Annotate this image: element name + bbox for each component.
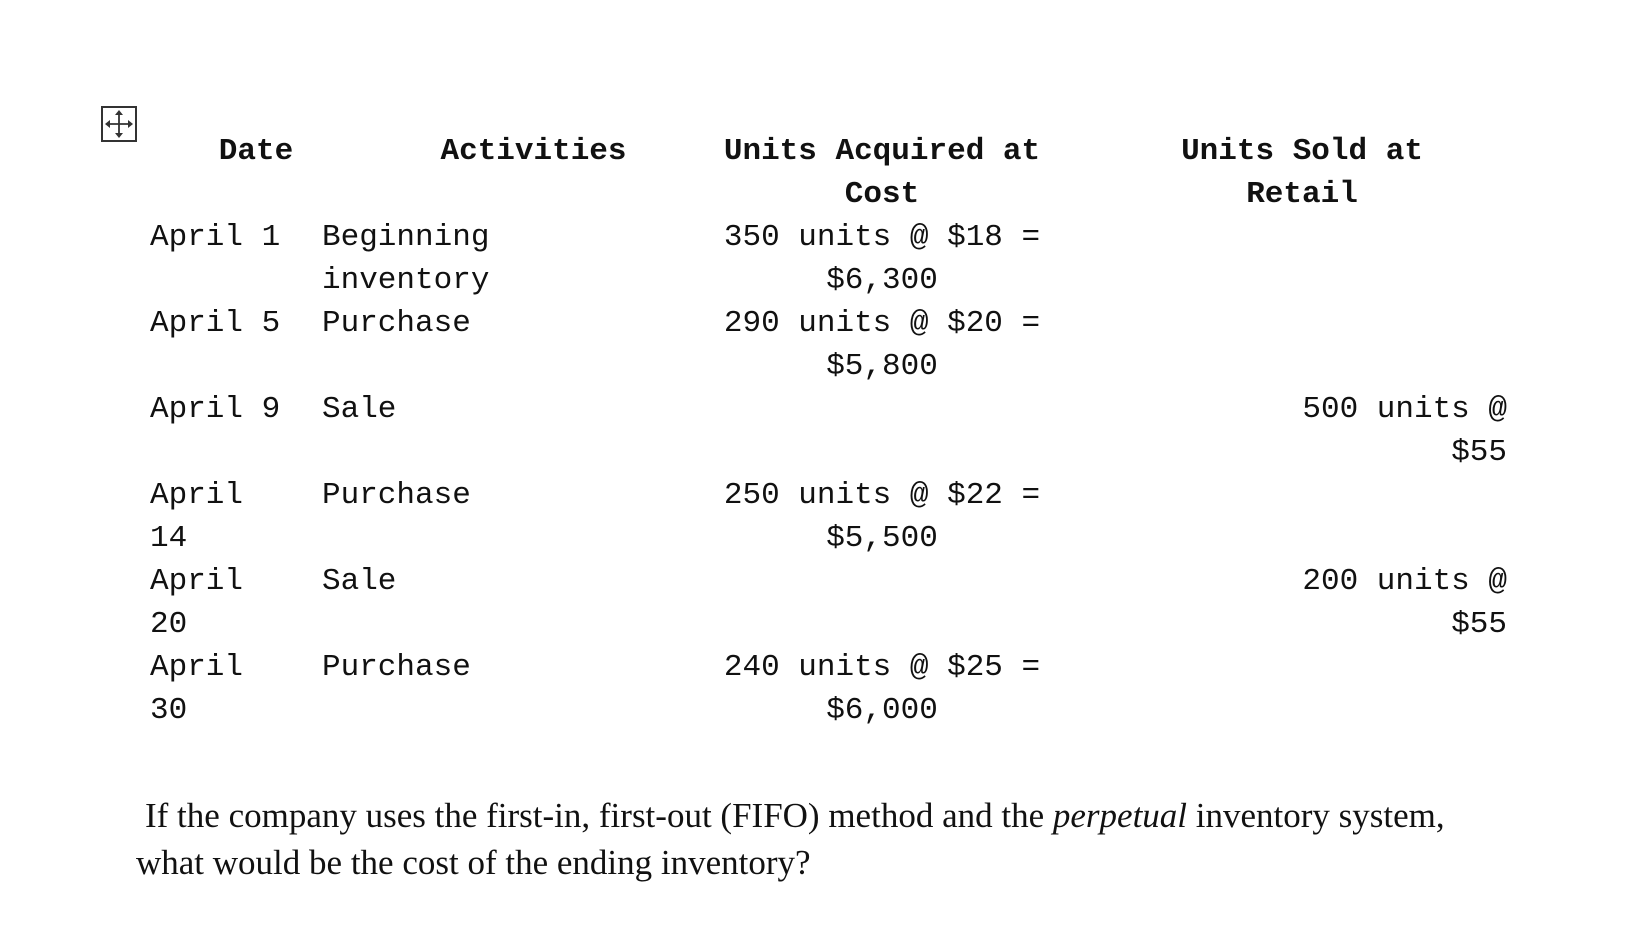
row-date-text: April 14 (150, 478, 244, 556)
question-part2: inventory system, (1187, 796, 1445, 835)
row-units-sold-text: 500 units @ $55 (1302, 392, 1507, 470)
row-date: April 9 (150, 392, 281, 427)
header-date: Date (218, 134, 294, 169)
row-date-text: April 20 (150, 564, 244, 642)
row-date-text: April 30 (150, 650, 244, 728)
inventory-table-container (150, 130, 1507, 732)
row-units-acquired (667, 646, 1097, 732)
table-row (150, 302, 1507, 388)
row-units-sold (1097, 302, 1507, 388)
row-activity: Purchase (322, 306, 471, 341)
row-date: April 1 (150, 220, 281, 255)
row-activity-text: Beginning inventory (322, 220, 490, 298)
row-units-acquired-text: 350 units @ $18 = $6,300 (723, 220, 1041, 298)
row-units-acquired-text: 250 units @ $22 = $5,500 (723, 478, 1041, 556)
question-emphasis: perpetual (1052, 796, 1188, 835)
row-units-sold (1097, 560, 1507, 646)
row-units-sold (1097, 216, 1507, 302)
row-date: April 5 (150, 306, 281, 341)
row-date (150, 474, 322, 560)
table-row (150, 216, 1507, 302)
header-units-sold-label: Units Sold at Retail (1181, 134, 1423, 212)
row-units-sold (1097, 646, 1507, 732)
row-units-sold (1097, 474, 1507, 560)
row-units-sold-text: 200 units @ $55 (1302, 564, 1507, 642)
move-arrows-icon (103, 108, 135, 140)
row-date (150, 646, 322, 732)
row-units-acquired (667, 216, 1097, 302)
row-units-acquired-text: 290 units @ $20 = $5,800 (723, 306, 1041, 384)
question-line2: what would be the cost of the ending inventory? (136, 843, 811, 882)
row-activity: Sale (322, 392, 397, 427)
table-row (150, 474, 1507, 560)
question-text (136, 792, 1545, 886)
table-row (150, 388, 1507, 474)
table-header-row (150, 130, 1507, 216)
header-units-acquired-label: Units Acquired at Cost (723, 134, 1041, 212)
row-date (150, 560, 322, 646)
header-units-acquired (667, 130, 1097, 216)
row-activity: Purchase (322, 650, 471, 685)
row-units-acquired (667, 560, 1097, 646)
header-units-sold (1097, 130, 1507, 216)
row-units-acquired-text: 240 units @ $25 = $6,000 (723, 650, 1041, 728)
header-activities: Activities (440, 134, 627, 169)
row-activity: Purchase (322, 478, 471, 513)
row-activity (322, 216, 667, 302)
row-activity: Sale (322, 564, 397, 599)
row-units-sold (1097, 388, 1507, 474)
inventory-table (150, 130, 1507, 732)
table-move-handle-icon[interactable] (101, 106, 137, 142)
row-units-acquired (667, 474, 1097, 560)
row-units-acquired (667, 302, 1097, 388)
question-part1: If the company uses the first-in, first-out (FIFO) method and the (145, 796, 1053, 835)
table-row (150, 646, 1507, 732)
row-units-acquired (667, 388, 1097, 474)
table-row (150, 560, 1507, 646)
